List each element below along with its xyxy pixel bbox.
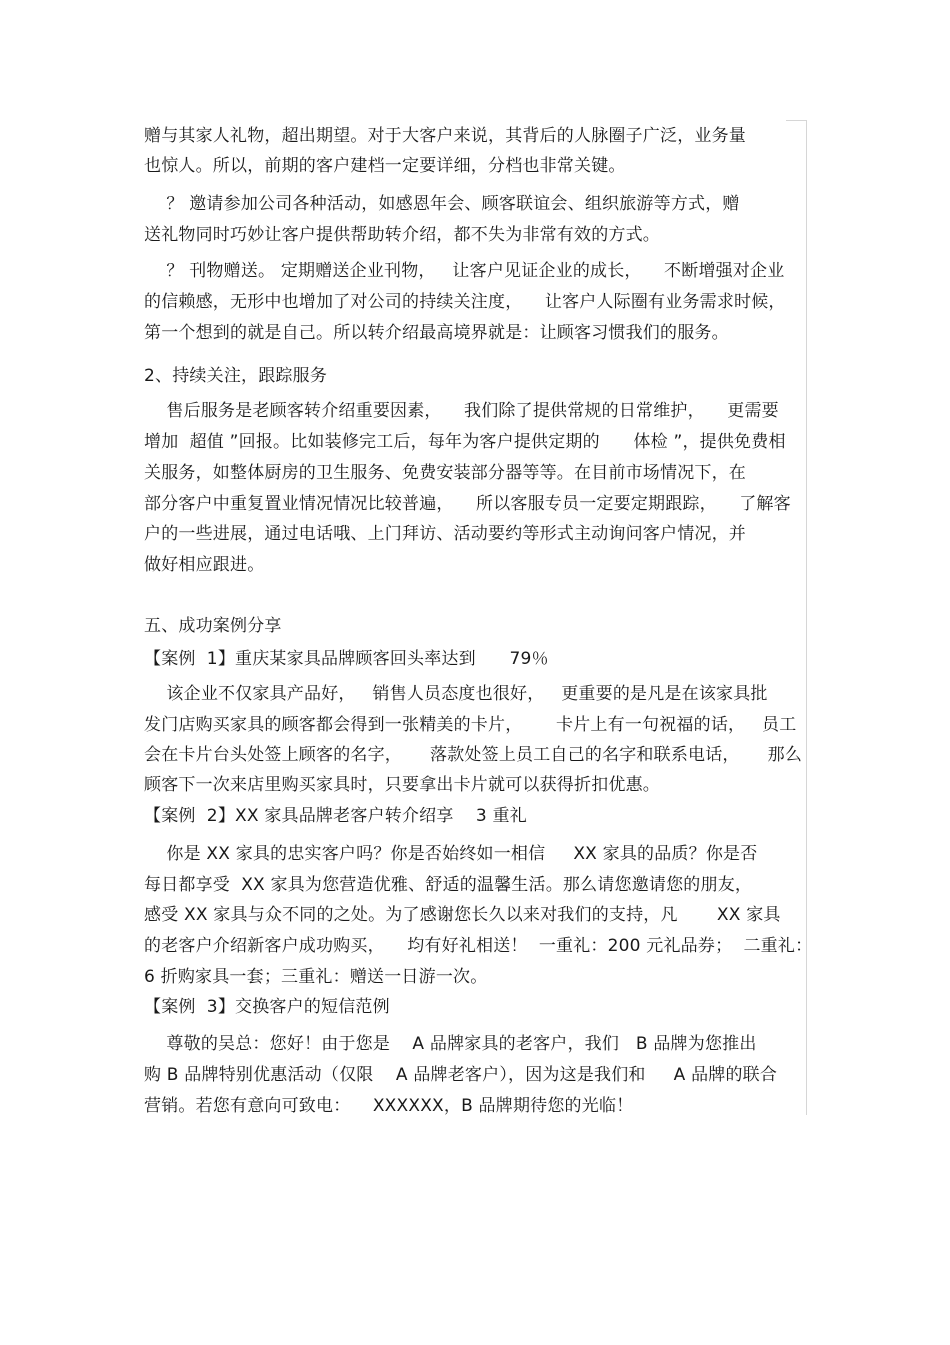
- text-line: 你是 XX 家具的忠实客户吗？你是否始终如一相信 XX 家具的品质？你是否: [144, 844, 758, 864]
- text-line: 赠与其家人礼物，超出期望。对于大客户来说，其背后的人脉圈子广泛，业务量: [144, 126, 746, 146]
- text-line: 户的一些进展，通过电话哦、上门拜访、活动要约等形式主动询问客户情况，并: [144, 524, 746, 544]
- text-line: 发门店购买家具的顾客都会得到一张精美的卡片， 卡片上有一句祝福的话， 员工: [144, 715, 797, 735]
- text-line: ？ 刊物赠送。 定期赠送企业刊物， 让客户见证企业的成长， 不断增强对企业: [144, 261, 785, 281]
- text-line: 的老客户介绍新客户成功购买， 均有好礼相送！ 一重礼：200 元礼品券； 二重礼：: [144, 936, 813, 956]
- case-heading: 【案例 1】重庆某家具品牌顾客回头率达到 79％: [144, 649, 549, 669]
- text-line: 也惊人。所以，前期的客户建档一定要详细，分档也非常关键。: [144, 156, 626, 176]
- text-line: 售后服务是老顾客转介绍重要因素， 我们除了提供常规的日常维护， 更需要: [144, 401, 779, 421]
- margin-line: [806, 120, 807, 1115]
- text-line: 关服务，如整体厨房的卫生服务、免费安装部分器等等。在目前市场情况下，在: [144, 463, 746, 483]
- text-line: 第一个想到的就是自己。所以转介绍最高境界就是：让顾客习惯我们的服务。: [144, 323, 729, 343]
- case-heading: 【案例 2】XX 家具品牌老客户转介绍享 3 重礼: [144, 806, 527, 826]
- section-heading: 2、持续关注，跟踪服务: [144, 366, 328, 386]
- text-line: ？ 邀请参加公司各种活动，如感恩年会、顾客联谊会、组织旅游等方式，赠: [144, 194, 740, 214]
- text-line: 的信赖感，无形中也增加了对公司的持续关注度， 让客户人际圈有业务需求时候，: [144, 292, 786, 312]
- text-line: 每日都享受 XX 家具为您营造优雅、舒适的温馨生活。那么请您邀请您的朋友，: [144, 875, 753, 895]
- section-heading: 五、成功案例分享: [144, 616, 282, 636]
- text-line: 顾客下一次来店里购买家具时，只要拿出卡片就可以获得折扣优惠。: [144, 775, 660, 795]
- text-line: 送礼物同时巧妙让客户提供帮助转介绍，都不失为非常有效的方式。: [144, 225, 660, 245]
- text-line: 会在卡片台头处签上顾客的名字， 落款处签上员工自己的名字和联系电话， 那么: [144, 745, 803, 765]
- text-line: 营销。若您有意向可致电： XXXXXX，B 品牌期待您的光临！: [144, 1096, 634, 1116]
- text-line: 做好相应跟进。: [144, 555, 265, 575]
- text-line: 购 B 品牌特别优惠活动（仅限 A 品牌老客户），因为这是我们和 A 品牌的联合: [144, 1065, 778, 1085]
- corner-mark: [786, 120, 806, 121]
- case-heading: 【案例 3】交换客户的短信范例: [144, 997, 390, 1017]
- text-line: 该企业不仅家具产品好， 销售人员态度也很好， 更重要的是凡是在该家具批: [144, 684, 768, 704]
- text-line: 增加 超值 ”回报。比如装修完工后，每年为客户提供定期的 体检 ”，提供免费相: [144, 432, 786, 452]
- text-line: 感受 XX 家具与众不同的之处。为了感谢您长久以来对我们的支持，凡 XX 家具: [144, 905, 781, 925]
- text-line: 6 折购家具一套；三重礼：赠送一日游一次。: [144, 967, 488, 987]
- text-line: 部分客户中重复置业情况情况比较普遍， 所以客服专员一定要定期跟踪， 了解客: [144, 494, 791, 514]
- text-line: 尊敬的吴总：您好！由于您是 A 品牌家具的老客户，我们 B 品牌为您推出: [144, 1034, 757, 1054]
